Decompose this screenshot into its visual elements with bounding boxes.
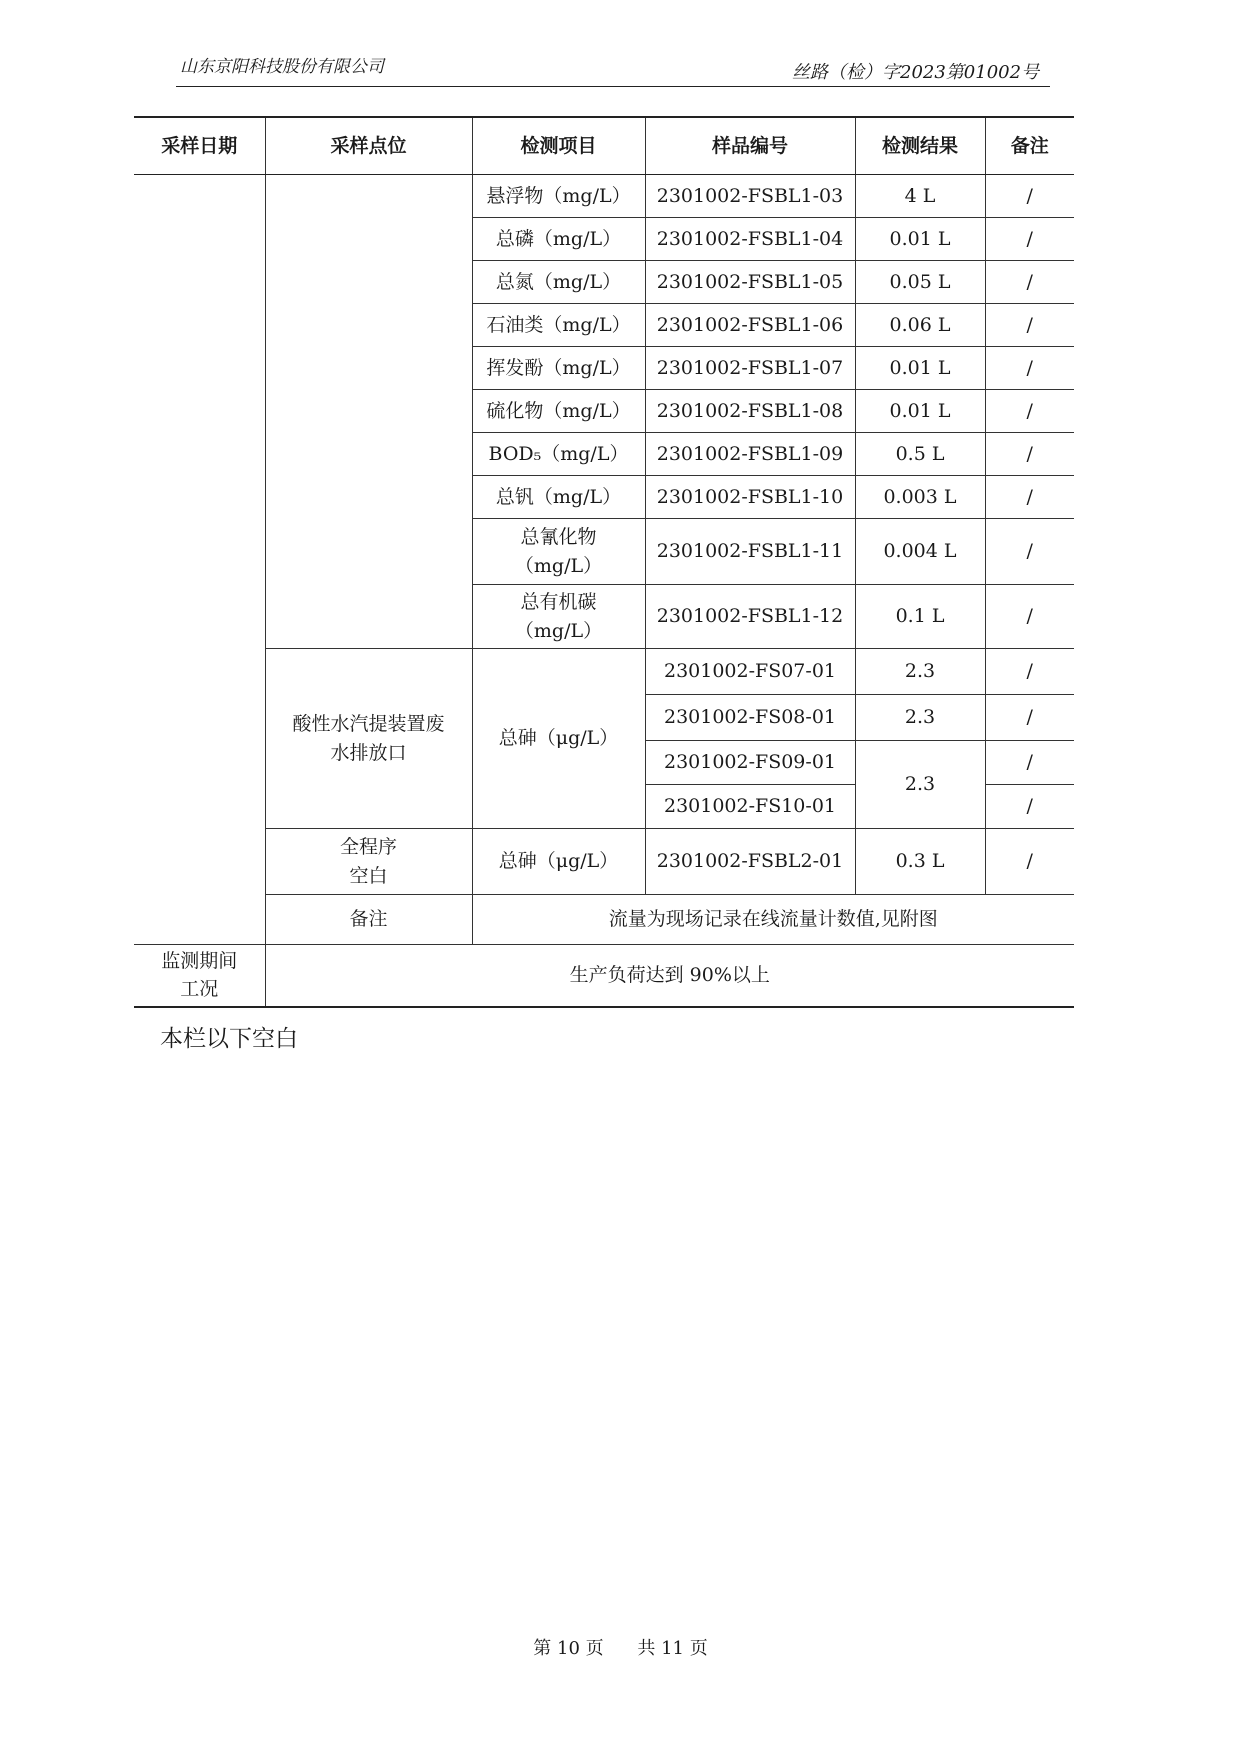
note-cell: / [985,741,1074,785]
col-header-item: 检测项目 [472,117,645,175]
result-cell: 4 L [855,175,985,218]
conditions-label-line: 监测期间 [161,949,238,972]
result-cell: 0.01 L [855,218,985,261]
note-cell: / [985,585,1074,649]
result-cell: 0.06 L [855,304,985,347]
sample-id-cell: 2301002-FSBL1-05 [645,261,855,304]
note-cell: / [985,433,1074,476]
location-cell-blank2 [265,829,472,895]
item-cell: 硫化物（mg/L） [472,390,645,433]
item-cell: 悬浮物（mg/L） [472,175,645,218]
remarks-label: 备注 [265,895,472,945]
page-number: 第 10 页 [533,1638,604,1659]
note-cell: / [985,829,1074,895]
result-cell: 0.1 L [855,585,985,649]
sample-id-cell: 2301002-FSBL1-07 [645,347,855,390]
result-cell: 2.3 [855,649,985,695]
sample-id-cell: 2301002-FS07-01 [645,649,855,695]
sample-id-cell: 2301002-FSBL1-08 [645,390,855,433]
header-rule [176,86,1050,87]
item-cell: 总砷（μg/L） [472,829,645,895]
page-footer [0,1634,1241,1660]
note-cell: / [985,304,1074,347]
remarks-row [134,895,1074,945]
result-cell: 0.3 L [855,829,985,895]
table-row [134,829,1074,895]
result-cell: 0.003 L [855,476,985,519]
location-line: 水排放口 [330,741,407,764]
item-cell: 挥发酚（mg/L） [472,347,645,390]
location-line: 酸性水汽提装置废 [292,713,445,735]
conditions-label-line: 工况 [180,978,219,1001]
result-cell: 0.05 L [855,261,985,304]
note-cell: / [985,695,1074,741]
item-cell: 总砷（μg/L） [472,649,645,829]
result-cell: 0.5 L [855,433,985,476]
sample-id-cell: 2301002-FS10-01 [645,785,855,829]
sample-id-cell: 2301002-FS09-01 [645,741,855,785]
location-line: 空白 [349,864,388,887]
item-unit-line: （mg/L） [514,619,603,642]
table-row [134,175,1074,218]
sample-id-cell: 2301002-FSBL1-12 [645,585,855,649]
item-cell: 石油类（mg/L） [472,304,645,347]
item-line: 总有机碳 [520,591,597,613]
report-number: 丝路（检）字2023第01002号 [792,62,1040,83]
col-header-date: 采样日期 [134,117,265,175]
sample-id-cell: 2301002-FS08-01 [645,695,855,741]
item-cell: 总氮（mg/L） [472,261,645,304]
item-cell [472,585,645,649]
sample-id-cell: 2301002-FSBL2-01 [645,829,855,895]
note-cell: / [985,390,1074,433]
result-cell: 0.004 L [855,519,985,585]
note-cell: / [985,649,1074,695]
table-row [134,649,1074,695]
col-header-location: 采样点位 [265,117,472,175]
result-cell: 2.3 [855,741,985,829]
sample-id-cell: 2301002-FSBL1-06 [645,304,855,347]
note-cell: / [985,347,1074,390]
col-header-sample-id: 样品编号 [645,117,855,175]
note-cell: / [985,476,1074,519]
result-cell: 2.3 [855,695,985,741]
item-cell: 总钒（mg/L） [472,476,645,519]
location-cell-acid-water [265,649,472,829]
item-unit-line: （mg/L） [514,554,603,577]
results-table [134,116,1074,1008]
result-cell: 0.01 L [855,390,985,433]
sample-id-cell: 2301002-FSBL1-10 [645,476,855,519]
col-header-result: 检测结果 [855,117,985,175]
note-cell: / [985,218,1074,261]
sample-id-cell: 2301002-FSBL1-03 [645,175,855,218]
note-cell: / [985,785,1074,829]
remarks-text: 流量为现场记录在线流量计数值,见附图 [472,895,1074,945]
blank-below-note: 本栏以下空白 [160,1026,298,1052]
page-total: 共 11 页 [637,1638,708,1659]
date-cell [134,175,265,945]
sample-id-cell: 2301002-FSBL1-09 [645,433,855,476]
company-name: 山东京阳科技股份有限公司 [180,57,384,77]
note-cell: / [985,519,1074,585]
item-cell [472,519,645,585]
result-cell: 0.01 L [855,347,985,390]
sample-id-cell: 2301002-FSBL1-04 [645,218,855,261]
note-cell: / [985,175,1074,218]
conditions-row [134,945,1074,1007]
location-line: 全程序 [339,836,397,858]
item-cell: BOD₅（mg/L） [472,433,645,476]
conditions-label [134,945,265,1007]
location-cell-blank1 [265,175,472,649]
note-cell: / [985,261,1074,304]
conditions-text: 生产负荷达到 90%以上 [265,945,1074,1007]
sample-id-cell: 2301002-FSBL1-11 [645,519,855,585]
table-header-row [134,117,1074,175]
item-cell: 总磷（mg/L） [472,218,645,261]
col-header-note: 备注 [985,117,1074,175]
item-line: 总氰化物 [520,526,597,548]
